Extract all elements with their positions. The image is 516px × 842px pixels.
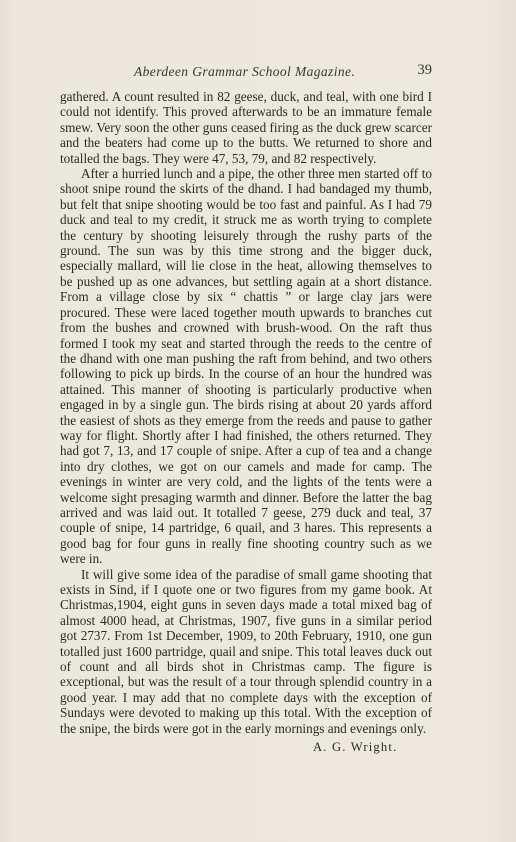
running-title: Aberdeen Grammar School Magazine. [134, 64, 356, 79]
paragraph: After a hurried lunch and a pipe, the other three men started off to shoot snipe round the skirts of the dhand. I had bandaged my thumb, but felt that snipe shooting would be too fast and painful. As I had 79 duck and teal to my credit, it struck me as worth trying to complete the century by shooting leisurely through the rushy parts of the ground. The sun was by this time strong and the bigger duck, especially mallard, will lie close in the heat, allowing themselves to be pushed up as one advances, but settling again at a short distance. From a village close by six “ chattis ” or large clay jars were procured. These were laced together mouth upwards to branches cut from the bushes and crowned with brush-wood. On the raft thus formed I took my seat and started through the reeds to the centre of the dhand with one man pushing the raft from behind, and two others following to pick up birds. In the course of an hour the hundred was attained. This manner of shooting is particularly productive when engaged in by a single gun. The birds rising at about 20 yards afford the easiest of shots as they emerge from the reeds and pause to gather way for flight. Shortly after I had finished, the others returned. They had got 7, 13, and 17 couple of snipe. After a cup of tea and a change into dry clothes, we got on our camels and made for camp. The evenings in winter are very cold, and the lights of the tents were a welcome sight presaging warmth and dinner. Before the latter the bag arrived and was laid out. It totalled 7 geese, 279 duck and teal, 37 couple of snipe, 14 partridge, 6 quail, and 3 hares. This represents a good bag for four guns in really fine shooting country such as we were in. [60, 166, 432, 567]
author-signature: A. G. Wright. [313, 740, 398, 754]
paragraph: It will give some idea of the paradise of small game shooting that exists in Sind, if I quote one or two figures from my game book. At Christmas,1904, eight guns in seven days made a total mixed bag of almost 4000 head, at Christmas, 1907, five guns in a similar period got 2737. From 1st December, 1909, to 20th February, 1910, one gun totalled just 1600 partridge, quail and snipe. This total leaves duck out of count and all birds shot in Christmas camp. The figure is exceptional, but was the result of a tour through splendid country in a good year. I may add that no complete days with the exception of Sundays were devoted to making up this total. With the exception of the snipe, the birds were got in the early mornings and evenings only. [60, 566, 432, 736]
page-header [60, 62, 432, 82]
paragraph-continued: gathered. A count resulted in 82 geese, duck, and teal, with one bird I could not identify. This proved afterwards to be an immature female smew. Very soon the other guns ceased firing as the duck grew scarcer and the beaters had come up to the butts. We returned to shore and totalled the bags. They were 47, 53, 79, and 82 respectively. [60, 89, 432, 166]
article-body [60, 89, 432, 736]
page-number: 39 [417, 62, 432, 78]
